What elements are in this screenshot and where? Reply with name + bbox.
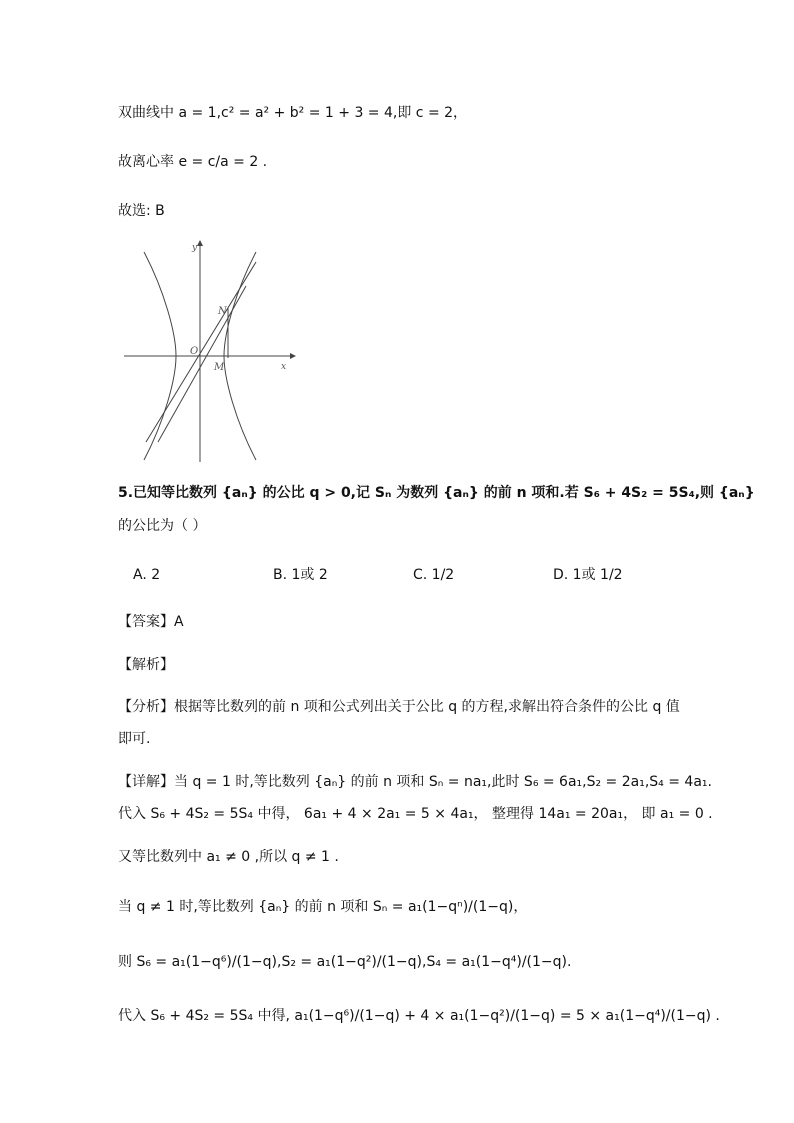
point-n-label: N xyxy=(218,306,227,317)
option-a: A. 2 xyxy=(133,567,161,583)
y-axis-label: y xyxy=(192,243,198,253)
x-axis-arrow xyxy=(290,353,296,359)
line-through-origin-1 xyxy=(146,262,256,442)
text-line-hyperbola: 双曲线中 a = 1,c² = a² + b² = 1 + 3 = 4,即 c = 2， xyxy=(118,105,468,121)
y-axis-arrow xyxy=(197,240,203,246)
xiangjie-line-2: 代入 S₆ + 4S₂ = 5S₄ 中得， 6a₁ + 4 × 2a₁ = 5 × 4a₁， 整理得 14a₁ = 20a₁， 即 a₁ = 0 . xyxy=(118,806,713,822)
text-line-choice: 故选: B xyxy=(118,203,165,219)
option-d: D. 1或 1/2 xyxy=(553,567,623,583)
xiangjie-line-1: 【详解】当 q = 1 时,等比数列 {aₙ} 的前 n 项和 Sₙ = na₁,此时 S₆ = 6a₁,S₂ = 2a₁,S₄ = 4a₁. xyxy=(118,774,712,790)
question-5-stem-cont: 的公比为（ ） xyxy=(118,518,207,534)
option-b: B. 1或 2 xyxy=(273,567,328,583)
analysis-heading: 【解析】 xyxy=(118,657,174,673)
answer-line: 【答案】A xyxy=(118,614,184,630)
option-c: C. 1/2 xyxy=(413,567,455,583)
text-line-s-values: 则 S₆ = a₁(1−q⁶)/(1−q),S₂ = a₁(1−q²)/(1−q),S₄ = a₁(1−q⁴)/(1−q). xyxy=(118,954,572,970)
question-5-stem: 5.已知等比数列 {aₙ} 的公比 q > 0,记 Sₙ 为数列 {aₙ} 的前 n 项和.若 S₆ + 4S₂ = 5S₄,则 {aₙ} xyxy=(118,485,755,501)
text-line-nonzero: 又等比数列中 a₁ ≠ 0 ,所以 q ≠ 1 . xyxy=(118,849,339,865)
hyperbola-figure xyxy=(118,238,298,464)
origin-label: O xyxy=(190,346,199,357)
line-through-origin-2 xyxy=(158,286,246,442)
text-line-sum-formula: 当 q ≠ 1 时,等比数列 {aₙ} 的前 n 项和 Sₙ = a₁(1−qⁿ)/(1−q)， xyxy=(118,899,528,915)
point-m-label: M xyxy=(214,362,225,373)
text-line-eccentricity: 故离心率 e = c/a = 2 . xyxy=(118,154,268,170)
fenxi-line-2: 即可. xyxy=(118,731,151,747)
x-axis-label: x xyxy=(281,362,287,372)
text-line-substitute: 代入 S₆ + 4S₂ = 5S₄ 中得, a₁(1−q⁶)/(1−q) + 4 × a₁(1−q²)/(1−q) = 5 × a₁(1−q⁴)/(1−q) . xyxy=(118,1008,720,1024)
fenxi-line-1: 【分析】根据等比数列的前 n 项和公式列出关于公比 q 的方程,求解出符合条件的公比 q 值 xyxy=(118,699,680,715)
